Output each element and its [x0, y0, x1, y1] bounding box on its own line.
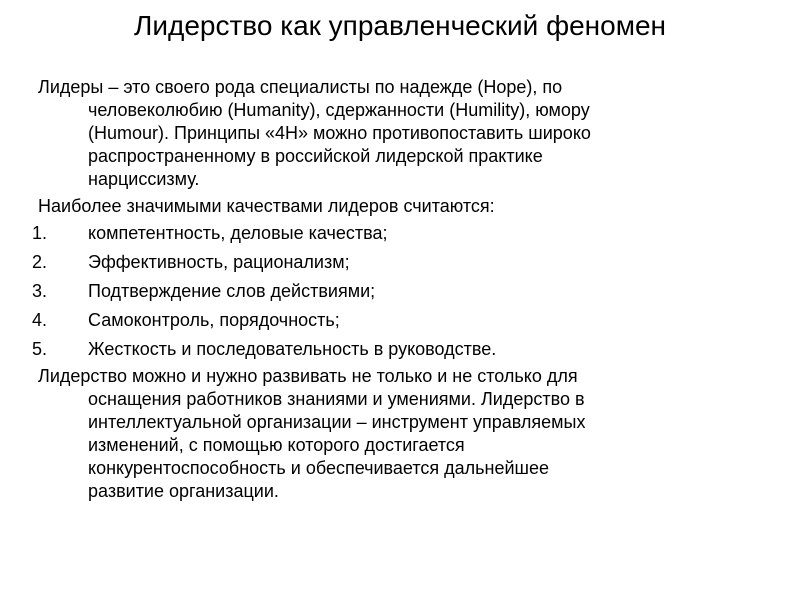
slide-content — [0, 76, 800, 503]
list-number: 3. — [32, 281, 48, 301]
paragraph-line: развитие организации. — [88, 481, 279, 501]
list-text: Жесткость и последовательность в руководстве. — [88, 339, 497, 359]
list-number: 4. — [32, 310, 48, 330]
paragraph-leaders-4h — [0, 76, 800, 191]
paragraph-line: (Humour). Принципы «4H» можно противопоставить широко — [88, 123, 591, 143]
paragraph-line: распространенному в российской лидерской практике — [88, 146, 543, 166]
list-text: Самоконтроль, порядочность; — [88, 310, 340, 330]
paragraph-leadership-development — [0, 365, 800, 503]
list-item — [0, 222, 800, 251]
list-text: Эффективность, рационализм; — [88, 252, 350, 272]
paragraph-line: Лидерство можно и нужно развивать не только и не столько для — [38, 366, 578, 386]
paragraph-line: оснащения работников знаниями и умениями. Лидерство в — [88, 389, 585, 409]
list-item — [0, 280, 800, 309]
paragraph-line: Наиболее значимыми качествами лидеров считаются: — [38, 196, 495, 216]
paragraph-line: изменений, с помощью которого достигается — [88, 435, 465, 455]
qualities-list — [0, 222, 800, 367]
list-text: компетентность, деловые качества; — [88, 223, 388, 243]
list-item — [0, 251, 800, 280]
list-number: 5. — [32, 339, 48, 359]
list-number: 1. — [32, 223, 48, 243]
paragraph-line: человеколюбию (Humanity), сдержанности (Humility), юмору — [88, 100, 590, 120]
list-item — [0, 309, 800, 338]
list-item — [0, 338, 800, 367]
list-text: Подтверждение слов действиями; — [88, 281, 376, 301]
paragraph-line: нарциссизму. — [88, 169, 200, 189]
paragraph-line: Лидеры – это своего рода специалисты по надежде (Hope), по — [38, 77, 563, 97]
paragraph-qualities-intro — [0, 195, 800, 218]
paragraph-line: конкурентоспособность и обеспечивается дальнейшее — [88, 458, 549, 478]
slide-title: Лидерство как управленческий феномен — [133, 10, 666, 41]
paragraph-line: интеллектуальной организации – инструмент управляемых — [88, 412, 586, 432]
list-number: 2. — [32, 252, 48, 272]
